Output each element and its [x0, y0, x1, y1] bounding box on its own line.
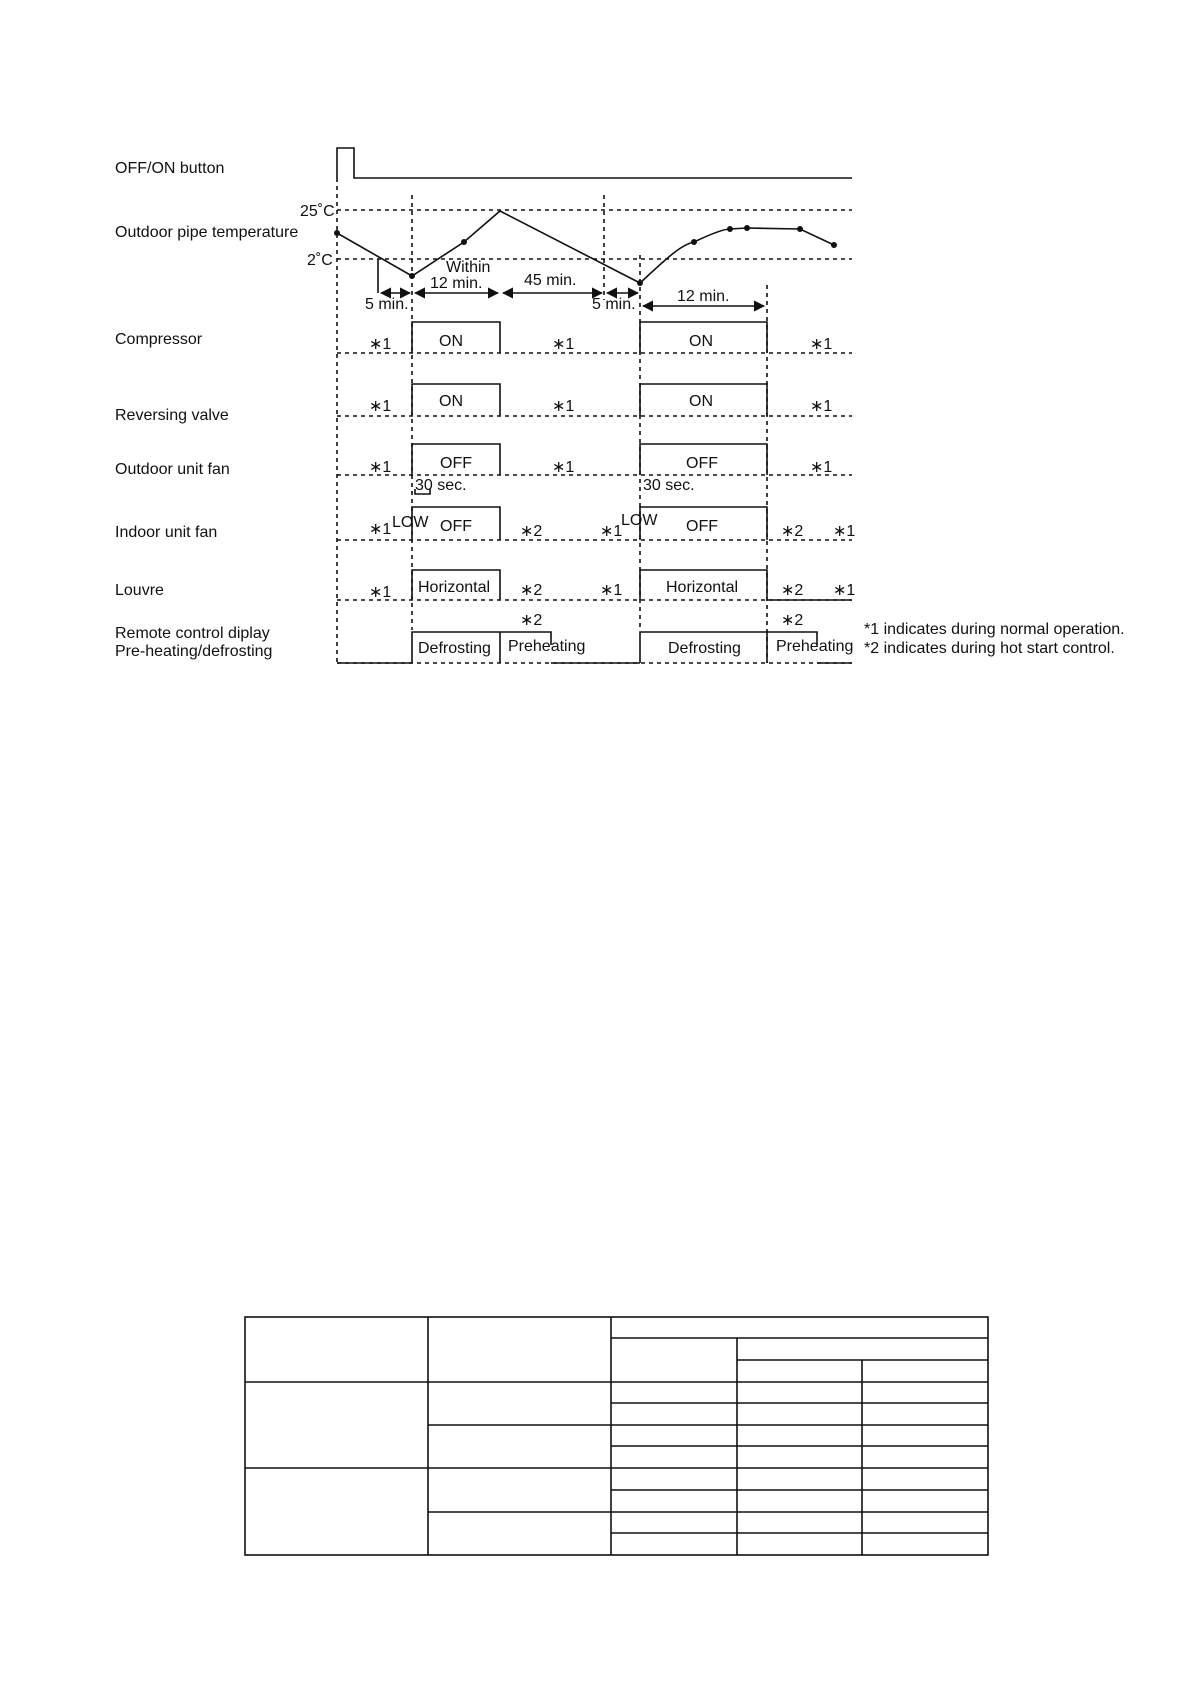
- interval-45-min: 45 min.: [524, 272, 577, 289]
- interval-5-min-2: 5 min.: [592, 296, 636, 313]
- interval-within: Within: [446, 259, 491, 276]
- compressor-star1-b: ∗1: [552, 336, 575, 353]
- compressor-on-1: ON: [439, 333, 463, 350]
- outdoor-fan-off-1: OFF: [440, 455, 472, 472]
- outdoor-fan-star1-b: ∗1: [552, 459, 575, 476]
- display-preheating-1: Preheating: [508, 638, 586, 655]
- reversing-star1-b: ∗1: [552, 398, 575, 415]
- interval-12-min-1: 12 min.: [430, 275, 483, 292]
- button-pulse-line: [337, 148, 852, 178]
- indoor-fan-off-2: OFF: [686, 518, 718, 535]
- temp-2c: 2˚C: [307, 252, 333, 269]
- indoor-fan-star2-b: ∗2: [781, 523, 804, 540]
- louvre-star2-a: ∗2: [520, 582, 543, 599]
- display-defrosting-1: Defrosting: [418, 640, 491, 657]
- compressor-on-2: ON: [689, 333, 713, 350]
- label-reversing-valve: Reversing valve: [115, 407, 229, 424]
- indoor-fan-star1-b: ∗1: [600, 523, 623, 540]
- display-defrosting-2: Defrosting: [668, 640, 741, 657]
- display-star2-b: ∗2: [781, 612, 804, 629]
- label-remote-control-display: Remote control diplay: [115, 625, 270, 642]
- indoor-fan-star2-a: ∗2: [520, 523, 543, 540]
- indoor-fan-off-1: OFF: [440, 518, 472, 535]
- reversing-on-2: ON: [689, 393, 713, 410]
- indoor-fan-low-2: LOW: [621, 512, 658, 529]
- louvre-star1-a: ∗1: [369, 584, 392, 601]
- interval-12-min-2: 12 min.: [677, 288, 730, 305]
- compressor-star1-a: ∗1: [369, 336, 392, 353]
- interval-30-sec-1: 30 sec.: [415, 477, 467, 494]
- label-compressor: Compressor: [115, 331, 203, 348]
- label-outdoor-pipe-temperature: Outdoor pipe temperature: [115, 224, 299, 241]
- grid-dashed-lines: [337, 178, 852, 663]
- louvre-star2-b: ∗2: [781, 582, 804, 599]
- label-off-on-button: OFF/ON button: [115, 160, 225, 177]
- reversing-star1-c: ∗1: [810, 398, 833, 415]
- footnote-1: *1 indicates during normal operation.: [864, 621, 1125, 638]
- temp-25c: 25˚C: [300, 203, 335, 220]
- outdoor-fan-star1-c: ∗1: [810, 459, 833, 476]
- reversing-star1-a: ∗1: [369, 398, 392, 415]
- interval-5-min-1: 5 min.: [365, 296, 409, 313]
- footnote-2: *2 indicates during hot start control.: [864, 640, 1115, 657]
- compressor-star1-c: ∗1: [810, 336, 833, 353]
- indoor-fan-star1-c: ∗1: [833, 523, 856, 540]
- louvre-star1-b: ∗1: [600, 582, 623, 599]
- display-preheating-2: Preheating: [776, 638, 854, 655]
- timing-diagram: [0, 0, 1190, 700]
- interval-30-sec-2: 30 sec.: [643, 477, 695, 494]
- label-outdoor-unit-fan: Outdoor unit fan: [115, 461, 230, 478]
- louvre-horizontal-1: Horizontal: [418, 579, 491, 596]
- reversing-on-1: ON: [439, 393, 463, 410]
- footnotes: [864, 620, 1125, 658]
- indoor-fan-star1-a: ∗1: [369, 521, 392, 538]
- indoor-fan-low-1: LOW: [392, 514, 429, 531]
- outdoor-fan-star1-a: ∗1: [369, 459, 392, 476]
- temperature-curve-rising: [640, 228, 834, 283]
- empty-grid-table: [244, 1316, 989, 1556]
- label-louvre: Louvre: [115, 582, 164, 599]
- label-pre-heating-defrosting: Pre-heating/defrosting: [115, 643, 273, 660]
- louvre-horizontal-2: Horizontal: [666, 579, 739, 596]
- display-star2-a: ∗2: [520, 612, 543, 629]
- louvre-star1-c: ∗1: [833, 582, 856, 599]
- label-indoor-unit-fan: Indoor unit fan: [115, 524, 218, 541]
- outdoor-fan-off-2: OFF: [686, 455, 718, 472]
